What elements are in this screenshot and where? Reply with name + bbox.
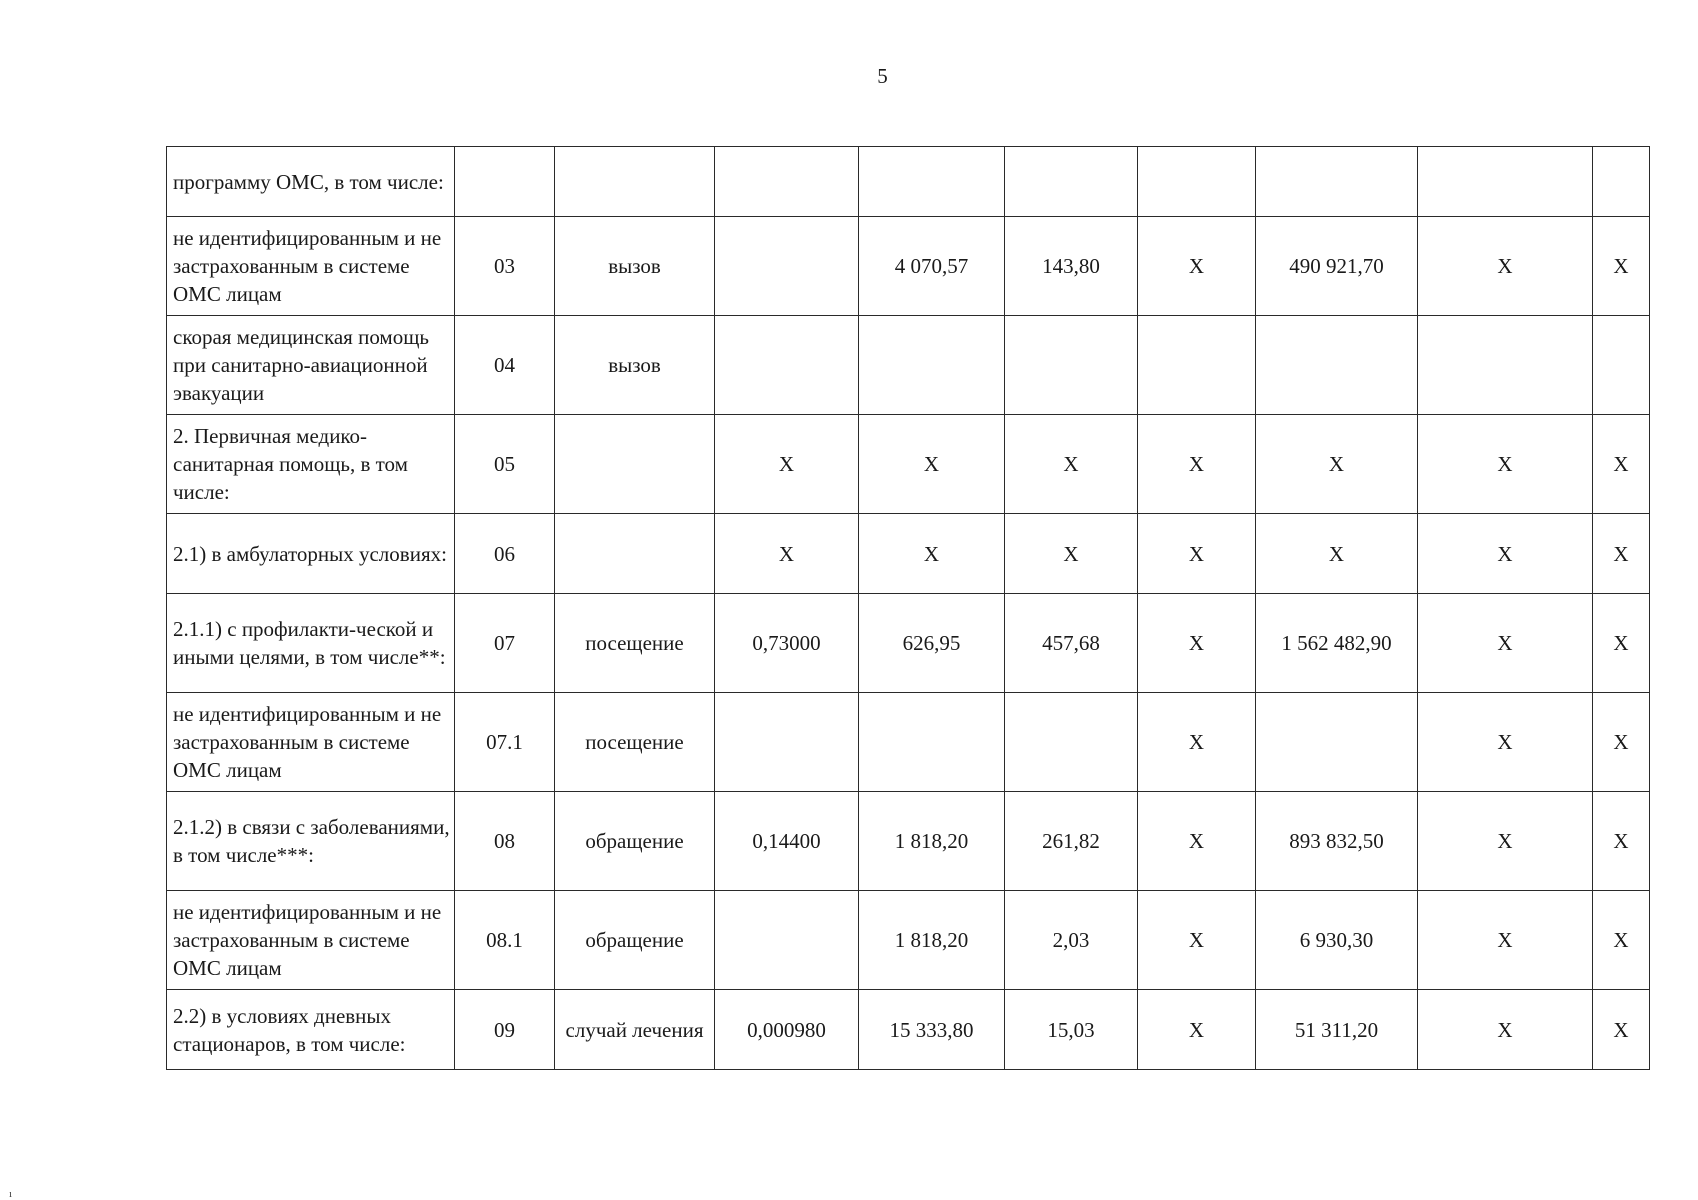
row-unit: вызов	[555, 217, 715, 316]
row-unit	[555, 147, 715, 217]
cell-norm-volume: X	[715, 514, 859, 594]
cell-col-6: X	[1138, 514, 1256, 594]
cell-col-9	[1593, 147, 1650, 217]
cell-norm-volume: X	[715, 415, 859, 514]
table-row	[167, 147, 1650, 217]
cell-col-9: X	[1593, 693, 1650, 792]
cell-col-8: X	[1418, 792, 1593, 891]
row-unit: обращение	[555, 792, 715, 891]
row-code: 08	[455, 792, 555, 891]
cell-col-8: X	[1418, 990, 1593, 1070]
cell-norm-cost: X	[859, 514, 1005, 594]
cell-col-8: X	[1418, 514, 1593, 594]
cell-per-capita: X	[1005, 415, 1138, 514]
row-name: 2.1) в амбулаторных условиях:	[167, 514, 455, 594]
row-unit	[555, 415, 715, 514]
cell-total: 490 921,70	[1256, 217, 1418, 316]
cell-col-9: X	[1593, 891, 1650, 990]
cell-total: X	[1256, 514, 1418, 594]
cell-norm-volume: 0,14400	[715, 792, 859, 891]
cell-col-8: X	[1418, 891, 1593, 990]
cell-total	[1256, 147, 1418, 217]
table-row	[167, 415, 1650, 514]
cell-total: 51 311,20	[1256, 990, 1418, 1070]
row-unit	[555, 514, 715, 594]
table-row	[167, 891, 1650, 990]
row-name: 2.2) в условиях дневных стационаров, в том числе:	[167, 990, 455, 1070]
cell-col-8	[1418, 147, 1593, 217]
cell-per-capita: 15,03	[1005, 990, 1138, 1070]
cell-col-6: X	[1138, 990, 1256, 1070]
cell-col-8: X	[1418, 693, 1593, 792]
cell-norm-volume	[715, 316, 859, 415]
cell-col-8: X	[1418, 415, 1593, 514]
cell-norm-volume: 0,000980	[715, 990, 859, 1070]
cell-col-8	[1418, 316, 1593, 415]
row-code: 04	[455, 316, 555, 415]
cell-per-capita	[1005, 147, 1138, 217]
cell-col-6: X	[1138, 217, 1256, 316]
row-unit: посещение	[555, 693, 715, 792]
row-name: скорая медицинская помощь при санитарно-авиационной эвакуации	[167, 316, 455, 415]
table-row	[167, 594, 1650, 693]
cell-norm-cost	[859, 147, 1005, 217]
cell-norm-cost: 626,95	[859, 594, 1005, 693]
table-row	[167, 514, 1650, 594]
row-name: не идентифицированным и не застрахованным в системе ОМС лицам	[167, 217, 455, 316]
table-row	[167, 316, 1650, 415]
cell-col-9: X	[1593, 514, 1650, 594]
row-name: 2.1.2) в связи с заболеваниями, в том числе***:	[167, 792, 455, 891]
cell-norm-volume	[715, 217, 859, 316]
row-unit: вызов	[555, 316, 715, 415]
cell-col-9: X	[1593, 990, 1650, 1070]
cell-col-6: X	[1138, 415, 1256, 514]
cell-norm-cost: 1 818,20	[859, 792, 1005, 891]
table-row	[167, 693, 1650, 792]
cell-col-6: X	[1138, 693, 1256, 792]
row-code: 07	[455, 594, 555, 693]
cell-col-9: X	[1593, 415, 1650, 514]
table-row	[167, 792, 1650, 891]
cell-col-9: X	[1593, 792, 1650, 891]
cell-norm-volume	[715, 891, 859, 990]
cell-norm-cost	[859, 316, 1005, 415]
cell-per-capita: 143,80	[1005, 217, 1138, 316]
cell-total	[1256, 693, 1418, 792]
cell-per-capita: 2,03	[1005, 891, 1138, 990]
row-code: 06	[455, 514, 555, 594]
cell-norm-cost: 4 070,57	[859, 217, 1005, 316]
cell-per-capita	[1005, 316, 1138, 415]
cell-total	[1256, 316, 1418, 415]
row-name: не идентифицированным и не застрахованным в системе ОМС лицам	[167, 693, 455, 792]
cell-norm-volume	[715, 693, 859, 792]
row-code: 05	[455, 415, 555, 514]
cell-per-capita: 457,68	[1005, 594, 1138, 693]
cell-col-9: X	[1593, 217, 1650, 316]
table-row	[167, 990, 1650, 1070]
cell-norm-cost: 15 333,80	[859, 990, 1005, 1070]
table-row	[167, 217, 1650, 316]
cell-col-6: X	[1138, 594, 1256, 693]
page-number: 5	[877, 64, 888, 88]
cell-col-9	[1593, 316, 1650, 415]
cell-per-capita	[1005, 693, 1138, 792]
row-code: 09	[455, 990, 555, 1070]
row-name: 2.1.1) с профилакти-ческой и иными целями, в том числе**:	[167, 594, 455, 693]
cell-col-9: X	[1593, 594, 1650, 693]
cell-per-capita: X	[1005, 514, 1138, 594]
financing-table	[166, 146, 1650, 1070]
row-name: 2. Первичная медико-санитарная помощь, в том числе:	[167, 415, 455, 514]
row-unit: посещение	[555, 594, 715, 693]
row-name: программу ОМС, в том числе:	[167, 147, 455, 217]
cell-norm-volume	[715, 147, 859, 217]
cell-col-6: X	[1138, 891, 1256, 990]
margin-mark: ı	[9, 1188, 13, 1200]
cell-total: X	[1256, 415, 1418, 514]
cell-col-6	[1138, 147, 1256, 217]
cell-total: 6 930,30	[1256, 891, 1418, 990]
cell-norm-cost: X	[859, 415, 1005, 514]
row-name: не идентифицированным и не застрахованным в системе ОМС лицам	[167, 891, 455, 990]
cell-col-6	[1138, 316, 1256, 415]
row-code	[455, 147, 555, 217]
cell-col-6: X	[1138, 792, 1256, 891]
row-unit: обращение	[555, 891, 715, 990]
cell-total: 1 562 482,90	[1256, 594, 1418, 693]
cell-col-8: X	[1418, 594, 1593, 693]
row-unit: случай лечения	[555, 990, 715, 1070]
cell-norm-cost	[859, 693, 1005, 792]
cell-col-8: X	[1418, 217, 1593, 316]
cell-total: 893 832,50	[1256, 792, 1418, 891]
row-code: 03	[455, 217, 555, 316]
cell-per-capita: 261,82	[1005, 792, 1138, 891]
cell-norm-cost: 1 818,20	[859, 891, 1005, 990]
row-code: 07.1	[455, 693, 555, 792]
row-code: 08.1	[455, 891, 555, 990]
cell-norm-volume: 0,73000	[715, 594, 859, 693]
